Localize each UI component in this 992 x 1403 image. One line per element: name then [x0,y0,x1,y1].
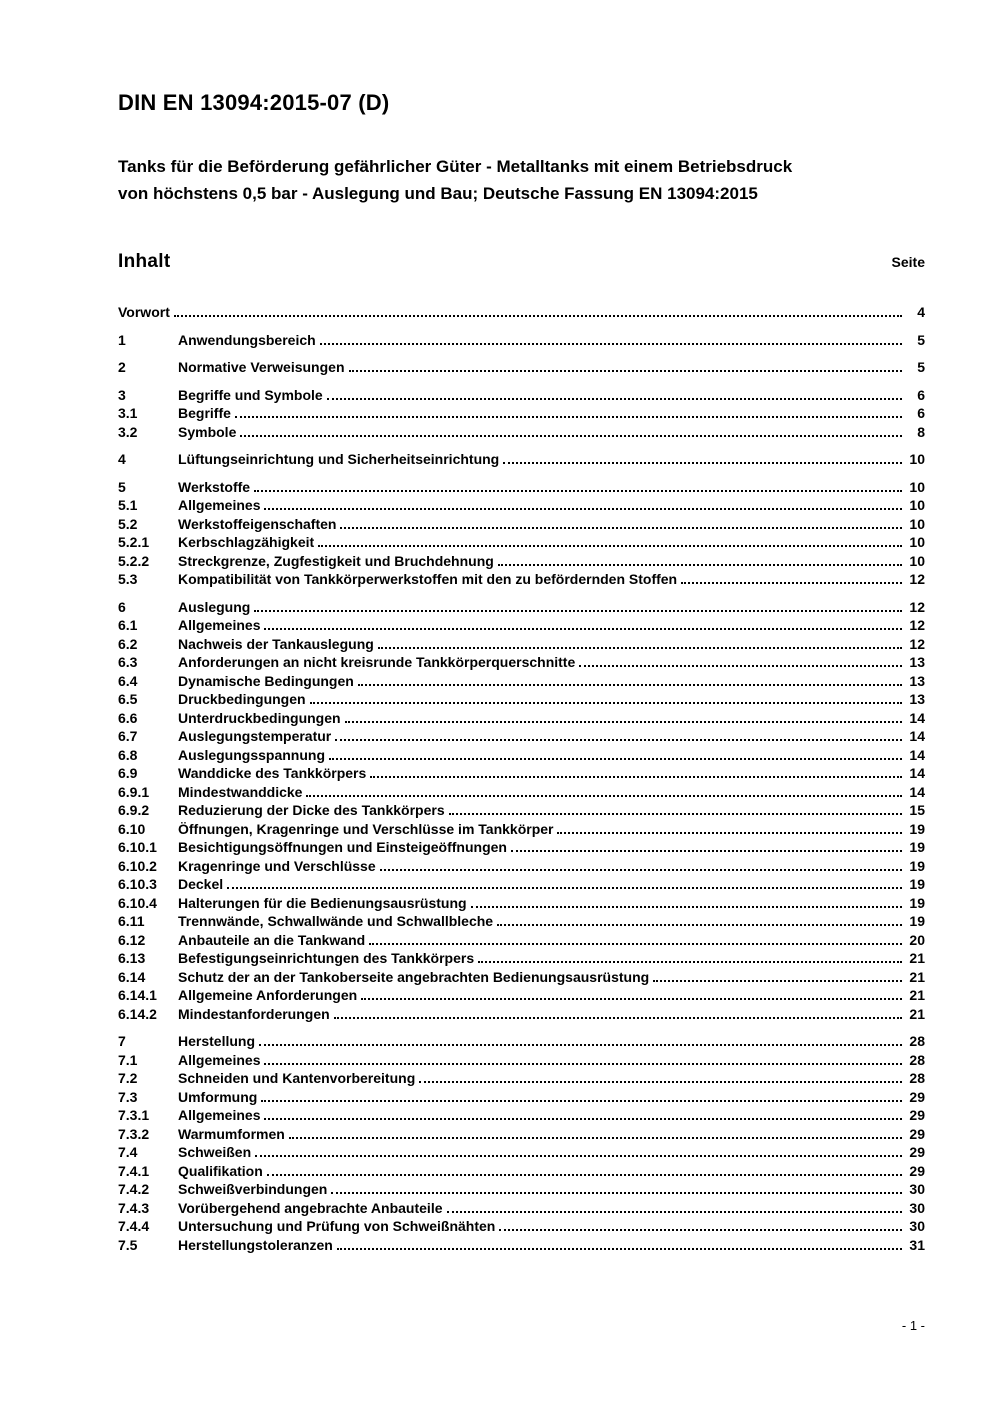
document-title-line-1: Tanks für die Beförderung gefährlicher Güter - Metalltanks mit einem Betriebsdruck [118,157,793,177]
toc-entry-page: 10 [909,478,925,495]
toc-entry-page: 21 [909,968,925,985]
toc-group [118,331,925,350]
toc-entry-title: Anwendungsbereich [178,331,316,348]
toc-entry-title: Vorwort [118,304,170,321]
toc-group [118,450,925,469]
toc-leader-dots [306,795,902,797]
toc-entry-title: Allgemeines [178,497,261,514]
toc-entry-number: 5.1 [118,497,138,514]
toc-entry [118,515,925,534]
toc-entry [118,552,925,571]
toc-entry-title: Trennwände, Schwallwände und Schwallbleche [178,913,494,930]
toc-entry [118,570,925,589]
toc-group [118,598,925,1024]
toc-entry-page: 4 [917,304,925,321]
toc-entry-page: 14 [909,765,925,782]
toc-entry-page: 29 [909,1162,925,1179]
toc-leader-dots [267,1174,902,1176]
document-title [118,153,925,207]
toc-entry [118,912,925,931]
toc-entry-page: 15 [909,802,925,819]
toc-entry [118,672,925,691]
toc-leader-dots [327,398,902,400]
toc-leader-dots [361,998,902,1000]
toc-leader-dots [370,776,902,778]
toc-entry-number: 7.3.2 [118,1125,150,1142]
toc-leader-dots [334,1017,902,1019]
toc-entry [118,986,925,1005]
toc-leader-dots [337,1248,902,1250]
toc-entry-title: Deckel [178,876,224,893]
toc-entry-number: 6.12 [118,931,146,948]
toc-entry-number: 7.4 [118,1144,138,1161]
toc-leader-dots [497,924,902,926]
toc-entry [118,423,925,442]
toc-entry-page: 8 [917,423,925,440]
toc-entry-page: 10 [909,552,925,569]
toc-entry-number: 6.14.1 [118,987,157,1004]
toc-entry [118,690,925,709]
toc-entry-number: 6.5 [118,691,138,708]
toc-entry-number: 6.1 [118,617,138,634]
toc-entry-number: 3.2 [118,423,138,440]
toc-leader-dots [261,1100,902,1102]
toc-entry [118,727,925,746]
toc-leader-dots [264,508,902,510]
toc-entry [118,746,925,765]
toc-entry [118,1125,925,1144]
toc-leader-dots [254,610,902,612]
toc-entry-title: Begriffe und Symbole [178,386,323,403]
toc-entry-page: 19 [909,876,925,893]
toc-entry-title: Mindestwanddicke [178,783,303,800]
toc-list [118,303,925,1254]
toc-entry-title: Auslegung [178,598,251,615]
toc-entry-title: Umformung [178,1088,258,1105]
toc-entry-page: 6 [917,386,925,403]
toc-leader-dots [447,1211,903,1213]
toc-leader-dots [310,702,902,704]
toc-leader-dots [358,684,902,686]
toc-entry-page: 12 [909,598,925,615]
toc-entry-title: Herstellungstoleranzen [178,1236,333,1253]
toc-leader-dots [235,416,902,418]
toc-entry-page: 6 [917,405,925,422]
toc-entry-title: Befestigungseinrichtungen des Tankkörpers [178,950,475,967]
toc-entry-number: 3 [118,386,126,403]
toc-entry-page: 12 [909,617,925,634]
toc-entry-page: 28 [909,1033,925,1050]
toc-leader-dots [449,813,902,815]
toc-entry-page: 19 [909,820,925,837]
toc-entry-number: 1 [118,331,126,348]
toc-entry-number: 6.10.4 [118,894,157,911]
toc-entry-page: 21 [909,950,925,967]
toc-entry [118,783,925,802]
toc-entry-number: 6.7 [118,728,138,745]
toc-entry-number: 6.9 [118,765,138,782]
toc-entry [118,358,925,377]
toc-leader-dots [329,758,902,760]
toc-entry-title: Auslegungsspannung [178,746,325,763]
toc-entry-page: 20 [909,931,925,948]
toc-entry-number: 6 [118,598,126,615]
toc-entry [118,857,925,876]
toc-entry-number: 6.6 [118,709,138,726]
toc-entry-number: 7.2 [118,1070,138,1087]
toc-entry-number: 7.1 [118,1051,138,1068]
toc-entry-title: Halterungen für die Bedienungsausrüstung [178,894,467,911]
toc-entry-page: 13 [909,672,925,689]
toc-entry-number: 6.9.2 [118,802,150,819]
toc-entry [118,303,925,322]
toc-leader-dots [499,1229,902,1231]
toc-entry-title: Symbole [178,423,237,440]
toc-entry [118,653,925,672]
toc-leader-dots [289,1137,902,1139]
toc-leader-dots [498,564,902,566]
toc-entry [118,1106,925,1125]
toc-entry-title: Kerbschlagzähigkeit [178,534,315,551]
toc-entry-title: Dynamische Bedingungen [178,672,354,689]
toc-entry-page: 14 [909,709,925,726]
toc-group [118,478,925,589]
toc-entry [118,1143,925,1162]
toc-entry-number: 7 [118,1033,126,1050]
toc-leader-dots [478,961,902,963]
toc-entry-number: 6.8 [118,746,138,763]
toc-entry [118,478,925,497]
toc-leader-dots [653,980,902,982]
toc-entry-page: 30 [909,1199,925,1216]
toc-entry-number: 6.10 [118,820,146,837]
toc-entry [118,931,925,950]
toc-leader-dots [254,490,902,492]
toc-entry-page: 13 [909,654,925,671]
toc-entry-title: Qualifikation [178,1162,263,1179]
toc-entry-number: 2 [118,359,126,376]
toc-entry-title: Werkstoffe [178,478,251,495]
toc-entry-page: 13 [909,691,925,708]
toc-entry-title: Normative Verweisungen [178,359,345,376]
toc-entry-number: 7.3 [118,1088,138,1105]
toc-leader-dots [318,545,902,547]
toc-entry [118,386,925,405]
toc-entry-title: Kragenringe und Verschlüsse [178,857,376,874]
toc-entry-number: 7.4.4 [118,1218,150,1235]
toc-leader-dots [503,462,902,464]
toc-entry-title: Begriffe [178,405,231,422]
toc-group [118,358,925,377]
toc-entry-title: Allgemeines [178,1107,261,1124]
toc-leader-dots [320,343,902,345]
toc-entry [118,1088,925,1107]
toc-entry [118,331,925,350]
toc-entry-title: Schweißen [178,1144,252,1161]
toc-entry-number: 5.2.2 [118,552,150,569]
toc-entry [118,450,925,469]
toc-entry [118,1199,925,1218]
toc-entry-page: 19 [909,839,925,856]
toc-heading: Inhalt [118,251,171,273]
toc-entry [118,1069,925,1088]
toc-entry-page: 29 [909,1107,925,1124]
toc-leader-dots [345,721,902,723]
toc-leader-dots [264,1118,902,1120]
toc-entry-number: 6.10.3 [118,876,157,893]
toc-leader-dots [349,370,902,372]
document-title-line-2: von höchstens 0,5 bar - Auslegung und Bau; Deutsche Fassung EN 13094:2015 [118,184,758,204]
toc-entry-title: Schutz der an der Tankoberseite angebrachten Bedienungsausrüstung [178,968,650,985]
toc-leader-dots [331,1192,902,1194]
toc-entry [118,1051,925,1070]
toc-leader-dots [335,739,902,741]
toc-entry-page: 28 [909,1070,925,1087]
toc-group [118,303,925,322]
toc-entry-title: Untersuchung und Prüfung von Schweißnähten [178,1218,496,1235]
toc-entry [118,1236,925,1255]
toc-entry-page: 10 [909,515,925,532]
toc-entry-page: 19 [909,894,925,911]
toc-entry [118,496,925,515]
toc-entry-title: Herstellung [178,1033,256,1050]
toc-entry [118,635,925,654]
toc-entry-title: Kompatibilität von Tankkörperwerkstoffen mit den zu befördernden Stoffen [178,571,678,588]
toc-leader-dots [471,906,902,908]
toc-entry-page: 12 [909,571,925,588]
toc-entry-number: 6.2 [118,635,138,652]
toc-entry [118,949,925,968]
toc-leader-dots [380,869,902,871]
toc-entry-title: Besichtigungsöffnungen und Einsteigeöffnungen [178,839,507,856]
toc-leader-dots [557,832,902,834]
toc-leader-dots [227,887,902,889]
toc-entry-title: Allgemeines [178,617,261,634]
toc-entry-page: 5 [917,359,925,376]
toc-entry-title: Allgemeines [178,1051,261,1068]
toc-entry-page: 28 [909,1051,925,1068]
toc-entry-title: Schweißverbindungen [178,1181,328,1198]
toc-entry-page: 10 [909,451,925,468]
toc-entry-page: 31 [909,1236,925,1253]
toc-entry-number: 6.10.2 [118,857,157,874]
toc-entry-title: Anforderungen an nicht kreisrunde Tankkörperquerschnitte [178,654,576,671]
toc-entry-number: 7.4.3 [118,1199,150,1216]
toc-entry-number: 3.1 [118,405,138,422]
toc-entry-title: Vorübergehend angebrachte Anbauteile [178,1199,443,1216]
toc-entry [118,404,925,423]
toc-entry-page: 19 [909,857,925,874]
toc-entry-number: 5.2 [118,515,138,532]
toc-entry [118,1005,925,1024]
toc-entry-title: Wanddicke des Tankkörpers [178,765,367,782]
toc-entry-title: Warmumformen [178,1125,285,1142]
toc-entry [118,968,925,987]
toc-leader-dots [255,1155,902,1157]
toc-group [118,1032,925,1254]
toc-leader-dots [378,647,902,649]
toc-leader-dots [174,315,902,317]
toc-header [118,251,925,273]
toc-entry-title: Streckgrenze, Zugfestigkeit und Bruchdehnung [178,552,494,569]
toc-entry-number: 5.2.1 [118,534,150,551]
toc-entry [118,709,925,728]
toc-entry-number: 6.14.2 [118,1005,157,1022]
toc-entry-title: Lüftungseinrichtung und Sicherheitseinrichtung [178,451,500,468]
toc-entry [118,1180,925,1199]
toc-entry-title: Reduzierung der Dicke des Tankkörpers [178,802,445,819]
toc-entry-number: 5 [118,478,126,495]
toc-entry-number: 6.13 [118,950,146,967]
toc-entry-number: 5.3 [118,571,138,588]
toc-entry-title: Auslegungstemperatur [178,728,332,745]
toc-entry-title: Mindestanforderungen [178,1005,330,1022]
toc-entry-page: 21 [909,987,925,1004]
toc-entry [118,616,925,635]
toc-leader-dots [240,435,902,437]
toc-entry [118,533,925,552]
toc-entry-page: 19 [909,913,925,930]
toc-entry-page: 29 [909,1144,925,1161]
toc-leader-dots [264,628,902,630]
toc-entry-title: Nachweis der Tankauslegung [178,635,374,652]
toc-entry-page: 30 [909,1181,925,1198]
toc-leader-dots [264,1063,902,1065]
toc-entry-title: Unterdruckbedingungen [178,709,341,726]
toc-leader-dots [369,943,902,945]
toc-entry [118,1217,925,1236]
toc-entry [118,838,925,857]
toc-entry [118,820,925,839]
document-code: DIN EN 13094:2015-07 (D) [118,90,390,115]
toc-entry-page: 12 [909,635,925,652]
toc-entry-number: 6.9.1 [118,783,150,800]
toc-leader-dots [681,582,902,584]
toc-group [118,386,925,442]
toc-entry-number: 6.14 [118,968,146,985]
toc-leader-dots [511,850,902,852]
toc-entry-number: 6.4 [118,672,138,689]
toc-entry-title: Öffnungen, Kragenringe und Verschlüsse im Tankkörper [178,820,554,837]
toc-entry-title: Anbauteile an die Tankwand [178,931,366,948]
toc-entry-number: 7.4.2 [118,1181,150,1198]
toc-entry [118,801,925,820]
page-column-label: Seite [891,254,925,271]
toc-entry-page: 21 [909,1005,925,1022]
toc-leader-dots [579,665,902,667]
toc-entry-page: 14 [909,728,925,745]
toc-entry [118,764,925,783]
toc-entry-number: 6.3 [118,654,138,671]
toc-entry-title: Schneiden und Kantenvorbereitung [178,1070,416,1087]
toc-entry-number: 7.3.1 [118,1107,150,1124]
toc-entry-number: 4 [118,451,126,468]
toc-entry-number: 7.4.1 [118,1162,150,1179]
toc-entry-page: 10 [909,534,925,551]
toc-entry-number: 6.11 [118,913,145,930]
toc-entry-title: Allgemeine Anforderungen [178,987,358,1004]
toc-entry-page: 30 [909,1218,925,1235]
page-number-footer: - 1 - [901,1318,925,1333]
toc-entry-number: 7.5 [118,1236,138,1253]
toc-entry [118,1032,925,1051]
toc-entry [118,598,925,617]
toc-leader-dots [419,1081,902,1083]
toc-entry-title: Werkstoffeigenschaften [178,515,337,532]
toc-entry-number: 6.10.1 [118,839,157,856]
toc-entry-title: Druckbedingungen [178,691,306,708]
toc-entry-page: 29 [909,1125,925,1142]
toc-entry [118,1162,925,1181]
toc-entry-page: 14 [909,746,925,763]
toc-leader-dots [259,1044,902,1046]
toc-entry-page: 10 [909,497,925,514]
toc-entry [118,894,925,913]
toc-entry-page: 29 [909,1088,925,1105]
toc-entry-page: 5 [917,331,925,348]
toc-entry [118,875,925,894]
toc-leader-dots [340,527,902,529]
toc-entry-page: 14 [909,783,925,800]
